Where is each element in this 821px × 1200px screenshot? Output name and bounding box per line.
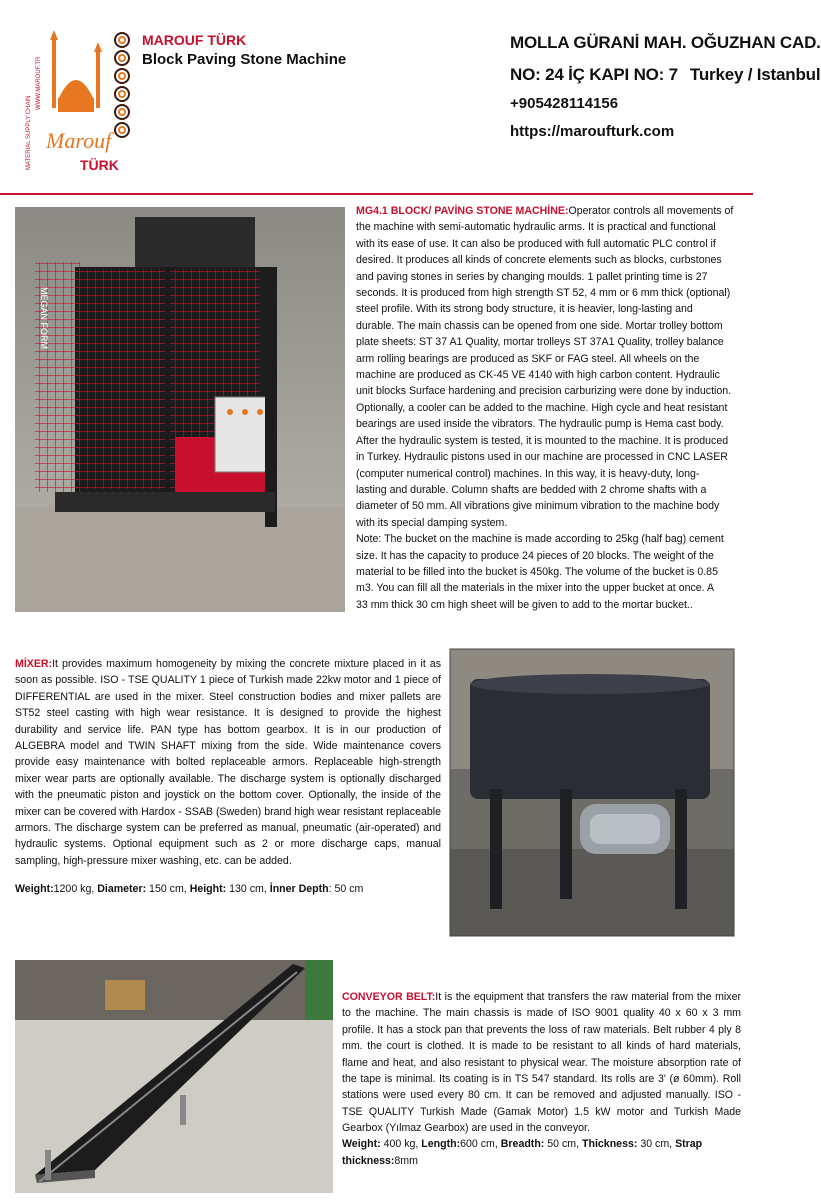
brand-subtitle: Block Paving Stone Machine	[142, 51, 347, 68]
machine-line: seconds. It is produced from high strength ST 52, 4 mm or 6 mm thick (optional)	[356, 287, 731, 300]
machine-line: the machine with semi-automatic hydraulic arms. It is practical and functional	[356, 221, 716, 234]
brand-name: MAROUF TÜRK	[142, 32, 247, 48]
machine-line: diameter of 50 mm. All vibrations give minimum vibration to the machine body	[356, 500, 720, 513]
mixer-title: MİXER:	[15, 658, 53, 670]
machine-title: MG4.1 BLOCK/ PAVİNG STONE MACHİNE:	[356, 205, 569, 217]
mixer-description	[15, 656, 441, 869]
machine-line: size. It has the capacity to produce 24 pieces of 20 blocks. The weight of the	[356, 549, 714, 562]
machine-body-lines	[356, 219, 741, 613]
logo-script: Marouf	[46, 128, 112, 153]
address-country: Turkey / Istanbul	[689, 65, 821, 84]
machine-line: lasting and durable. Column shafts are bedded with 2 chrome shafts with a	[356, 483, 707, 496]
machine-line: and paving stones in series by changing moulds. 1 pallet printing time is 27	[356, 270, 708, 283]
conveyor-title: CONVEYOR BELT:	[342, 991, 436, 1003]
machine-line: with its special damping system.	[356, 516, 508, 529]
machine-line: m3. You can fill all the materials in the mixer into the upper bucket at once. A	[356, 582, 715, 595]
machine-line: machine are produced as CK-45 VE 4140 with high carbon content. Hydraulic	[356, 369, 720, 382]
machine-line: After the hydraulic system is tested, it is mounted to the machine. It is produced	[356, 434, 729, 447]
conveyor-description	[342, 989, 741, 1137]
machine-photo	[15, 207, 345, 612]
company-logo	[24, 30, 136, 178]
conveyor-body: It is the equipment that transfers the raw material from the mixer to the machine. The main chassis is made of ISO 9001 quality 40 x 60 x 3 mm profile. It has a stock pan that prevents the loss of raw materials. Belt rubber 4 ply 8 mm. the court is clothed. It is made to be resistant to all kinds of hard materials, flame and heat, and also resistant to physical wear. The moisture absorption rate of the tape is minimal. Its coating is in TS 547 standard. Its rolls are 3' (ø 60mm). Roll stations were used every 80 cm. It can be removed and adjusted manually. ISO - TSE QUALITY Turkish Made (Gamak Motor) 1.5 kW motor and Turkish Made Gearbox (Yılmaz Gearbox) are used in the conveyor.	[342, 991, 741, 1135]
machine-line: desired. It produces all kinds of concrete elements such as blocks, curbstones	[356, 254, 722, 267]
mixer-body: It provides maximum homogeneity by mixing the concrete mixture placed in it as soon as possible. ISO - TSE QUALITY 1 piece of Turkish made 22kw motor and 1 piece of DIFFERENTIAL are used in the mixer. Steel construction bodies and mixer pallets are ST52 steel casting with high wear resistance. It is designed to provide the highest durability and service life. PAN type has bottom gearbox. It is in our production of ALGEBRA model and TWIN SHAFT mixing from the side. Wide maintenance covers provide easy maintenance with bolted replaceable armors. Replaceable high-strength mixer wear parts are optionally available. The discharge system is optionally discharged with the pneumatic piston and joystick on the bottom cover. Optionally, the inside of the mixer can be covered with Hardox - SSAB (Sweden) brand high wear resistant replaceable armors. The discharge system can be preferred as manual, pneumatic (air-operated) and hydraulic systems. Optional equipment such as 2 or more discharge caps, manual sampling, high-pressure mixer washing, etc. can be added.	[15, 658, 441, 867]
logo-word: TÜRK	[80, 157, 119, 173]
header-divider	[0, 193, 753, 195]
machine-line: bearings are used inside the vibrators. The hydraulic pump is Hema cast body.	[356, 418, 724, 431]
machine-description	[356, 203, 741, 613]
conveyor-spec: Weight: 400 kg, Length:600 cm, Breadth: 50 cm, Thickness: 30 cm, Strap thickness:8mm	[342, 1138, 703, 1167]
machine-line: 33 mm thick 30 cm high sheet will be given to add to the mortar bucket..	[356, 598, 693, 611]
logo-vertical-mid: WWW.MAROUF.TR	[36, 56, 42, 110]
machine-line: with its ease of use. It can also be produced with full automatic PLC control if	[356, 237, 716, 250]
machine-line: unit blocks Surface hardening and precision carburizing were done by induction.	[356, 385, 732, 398]
address-line-2	[510, 65, 820, 85]
conveyor-photo	[15, 960, 333, 1193]
machine-line: durable. The main chassis can be opened from one side. Mortar trolley bottom	[356, 319, 723, 332]
phone-number[interactable]: +905428114156	[510, 95, 619, 112]
machine-line: (computer numerical control) machines. In this way, it is heavy-duty, long-	[356, 467, 700, 480]
machine-line: Optionally, a cooler can be added to the machine. High cycle and heat resistant	[356, 401, 728, 414]
address-line-1: MOLLA GÜRANİ MAH. OĞUZHAN CAD.	[510, 33, 821, 52]
machine-line-0: MG4.1 BLOCK/ PAVİNG STONE MACHİNE:Operator controls all movements of	[356, 205, 734, 217]
website-link[interactable]: https://maroufturk.com	[510, 123, 675, 140]
machine-line: plate sheets: ST 37 A1 Quality, mortar trolleys ST 37A1 Quality, trolley balance	[356, 336, 724, 349]
address-street-number: NO: 24 İÇ KAPI NO: 7	[510, 65, 678, 84]
logo-vertical-left: MATERIAL SUPPLY CHAIN	[26, 95, 32, 170]
mixer-spec: Weight:1200 kg, Diameter: 150 cm, Height: 130 cm, İnner Depth: 50 cm	[15, 883, 364, 895]
machine-photo-label: MEGAN FORM	[39, 287, 49, 349]
mixer-photo	[450, 649, 734, 936]
machine-line: arm rolling bearings are produced as SKF or FAG steel. All wheels on the	[356, 352, 700, 365]
machine-line: Note: The bucket on the machine is made according to 25kg (half bag) cement	[356, 533, 724, 546]
machine-line: material to be filled into the bucket is 450kg. The volume of the bucket is 0.85	[356, 565, 718, 578]
machine-line: steel profile. With its strong body structure, it is heavier, long-lasting and	[356, 303, 693, 316]
machine-line: in Turkey. Hydraulic pistons used in our machine are processed in CNC LASER	[356, 451, 728, 464]
